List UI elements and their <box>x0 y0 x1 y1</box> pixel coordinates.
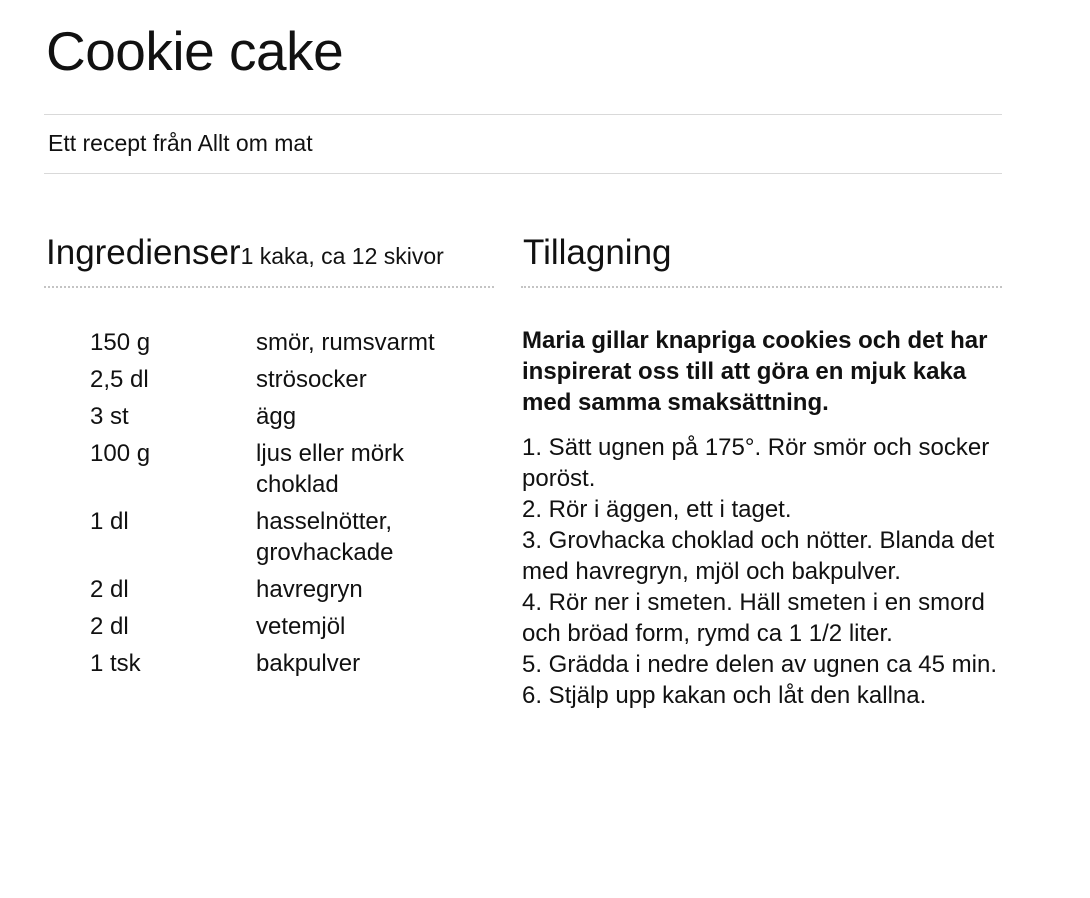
ingredient-name: bakpulver <box>256 650 361 677</box>
preparation-heading: Tillagning <box>523 233 672 272</box>
preparation-step: 6. Stjälp upp kakan och låt den kallna. <box>522 682 927 709</box>
ingredient-name: havregryn <box>256 576 363 603</box>
ingredient-row <box>90 506 490 568</box>
ingredient-quantity: 2 dl <box>90 613 129 640</box>
preparation-divider <box>521 286 1002 288</box>
ingredient-row <box>90 648 490 679</box>
preparation-step: 3. Grovhacka choklad och nötter. Blanda det med havregryn, mjöl och bakpulver. <box>522 527 995 585</box>
ingredient-name: vetemjöl <box>256 613 346 640</box>
preparation-step: 5. Grädda i nedre delen av ugnen ca 45 min. <box>522 651 997 678</box>
ingredients-divider <box>44 286 494 288</box>
ingredient-quantity: 3 st <box>90 403 129 430</box>
ingredient-name: ljus eller mörk choklad <box>256 440 405 498</box>
ingredient-row <box>90 438 490 500</box>
ingredient-name: hasselnötter, grovhackade <box>256 508 394 566</box>
recipe-yield: 1 kaka, ca 12 skivor <box>240 243 444 269</box>
ingredient-list <box>90 327 490 685</box>
preparation-section <box>522 325 1008 711</box>
ingredient-name: smör, rumsvarmt <box>256 329 435 356</box>
preparation-step: 4. Rör ner i smeten. Häll smeten i en smord och bröad form, rymd ca 1 1/2 liter. <box>522 589 985 647</box>
ingredient-quantity: 100 g <box>90 440 151 467</box>
ingredient-quantity: 150 g <box>90 329 151 356</box>
preparation-step: 1. Sätt ugnen på 175°. Rör smör och socker poröst. <box>522 434 990 492</box>
ingredient-row <box>90 401 490 432</box>
ingredients-heading: Ingredienser <box>46 233 241 272</box>
ingredients-header <box>46 232 444 274</box>
ingredient-quantity: 2,5 dl <box>90 366 149 393</box>
ingredient-name: strösocker <box>256 366 367 393</box>
ingredient-quantity: 1 tsk <box>90 650 141 677</box>
preparation-step: 2. Rör i äggen, ett i taget. <box>522 496 792 523</box>
ingredient-row <box>90 364 490 395</box>
ingredient-quantity: 2 dl <box>90 576 129 603</box>
title-divider <box>44 114 1002 115</box>
page-title: Cookie cake <box>46 20 344 82</box>
ingredient-name: ägg <box>256 403 297 430</box>
ingredient-row <box>90 327 490 358</box>
ingredient-row <box>90 611 490 642</box>
preparation-intro: Maria gillar knapriga cookies och det har inspirerat oss till att göra en mjuk kaka med samma smaksättning. <box>522 327 988 416</box>
ingredient-row <box>90 574 490 605</box>
source-divider <box>44 173 1002 174</box>
recipe-source: Ett recept från Allt om mat <box>48 130 313 156</box>
ingredient-quantity: 1 dl <box>90 508 129 535</box>
